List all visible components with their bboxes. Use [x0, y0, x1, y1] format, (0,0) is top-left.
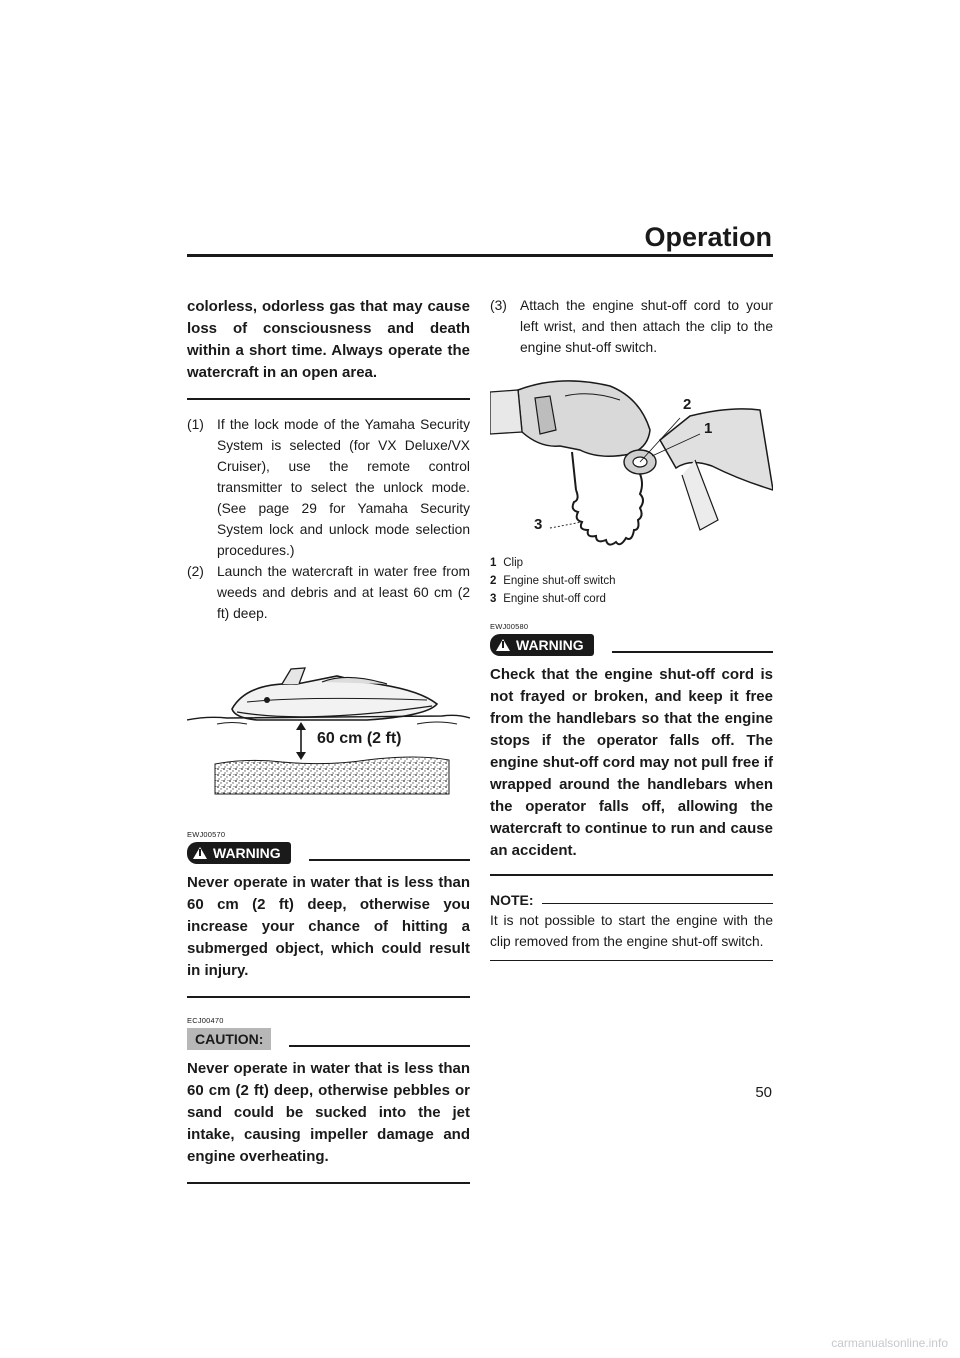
legend-item: 1 Clip: [490, 557, 524, 569]
note-header: [490, 892, 773, 908]
intro-warning-text: colorless, odorless gas that may cause loss of consciousness and death within a short time. Always operate the watercraft in an open area.: [187, 298, 470, 381]
step-number: (2): [187, 564, 204, 579]
step-item: [490, 295, 773, 358]
step-number: (1): [187, 417, 204, 432]
divider: [490, 960, 773, 961]
warning-triangle-icon: [496, 639, 510, 651]
warning-block: [187, 830, 470, 998]
figure-callout: 2: [683, 396, 692, 413]
divider: [490, 874, 773, 876]
step-number: (3): [490, 298, 507, 313]
step-text: Launch the watercraft in water free from weeds and debris and at least 60 cm (2 ft) deep.: [217, 564, 470, 621]
legend-item: 2 Engine shut-off switch: [490, 575, 616, 587]
warning-rule: [309, 859, 470, 861]
caution-block: [187, 1016, 470, 1184]
note-label: NOTE:: [490, 892, 534, 908]
step-text: If the lock mode of the Yamaha Security System is selected (for VX Deluxe/VX Cruiser), use the remote control transmitter to select the unlock mode. (See page 29 for Yamaha Security System lock and unlock mode selection procedures.): [217, 417, 470, 558]
watercraft-illustration: [187, 654, 470, 804]
depth-figure: [187, 654, 470, 804]
page-title: Operation: [644, 222, 772, 252]
warning-badge-label: WARNING: [516, 637, 584, 653]
warning-badge-label: WARNING: [213, 845, 281, 861]
caution-badge: CAUTION:: [187, 1028, 271, 1050]
page-number: 50: [755, 1084, 772, 1101]
legend-item: 3 Engine shut-off cord: [490, 593, 606, 605]
divider: [187, 1182, 470, 1184]
warning-rule: [612, 651, 773, 653]
divider: [187, 398, 470, 400]
step-text: Attach the engine shut-off cord to your left wrist, and then attach the clip to the engine shut-off switch.: [520, 298, 773, 355]
caution-text: Never operate in water that is less than 60 cm (2 ft) deep, otherwise pebbles or sand could be sucked into the jet intake, causing impeller damage and engine overheating.: [187, 1060, 470, 1165]
step-item: [187, 414, 470, 561]
warning-badge: [490, 634, 594, 656]
warning-code: EWJ00580: [490, 622, 529, 631]
caution-header: [187, 1028, 470, 1050]
note-rule: [542, 903, 773, 904]
divider: [187, 996, 470, 998]
step-item: [187, 561, 470, 624]
warning-header: [187, 842, 470, 864]
warning-triangle-icon: [193, 847, 207, 859]
right-column: [490, 296, 773, 961]
warning-text: Never operate in water that is less than 60 cm (2 ft) deep, otherwise you increase your chance of hitting a submerged object, which could result in injury.: [187, 874, 470, 979]
step-list: [187, 414, 470, 624]
warning-badge: [187, 842, 291, 864]
watermark: carmanualsonline.info: [831, 1336, 948, 1350]
figure-callout: 1: [704, 420, 713, 437]
warning-code: EWJ00570: [187, 830, 226, 839]
figure-legend: [490, 554, 773, 608]
left-column: [187, 296, 470, 1184]
caution-code: ECJ00470: [187, 1016, 224, 1025]
caution-rule: [289, 1045, 470, 1047]
note-text: It is not possible to start the engine with the clip removed from the engine shut-off switch.: [490, 913, 773, 949]
warning-block: [490, 622, 773, 876]
wrist-cord-illustration: [490, 370, 773, 552]
note-block: [490, 892, 773, 961]
shutoff-cord-figure: [490, 370, 773, 552]
warning-header: [490, 634, 773, 656]
header-rule: [187, 254, 773, 257]
figure-callout: 3: [534, 516, 543, 533]
depth-label: 60 cm (2 ft): [317, 730, 402, 747]
warning-text: Check that the engine shut-off cord is not frayed or broken, and keep it free from the handlebars so that the engine stops if the operator falls off. The engine shut-off cord may not pull free if wrapped around the handlebars when the operator falls off, allowing the watercraft to continue to run and cause an accident.: [490, 666, 773, 859]
